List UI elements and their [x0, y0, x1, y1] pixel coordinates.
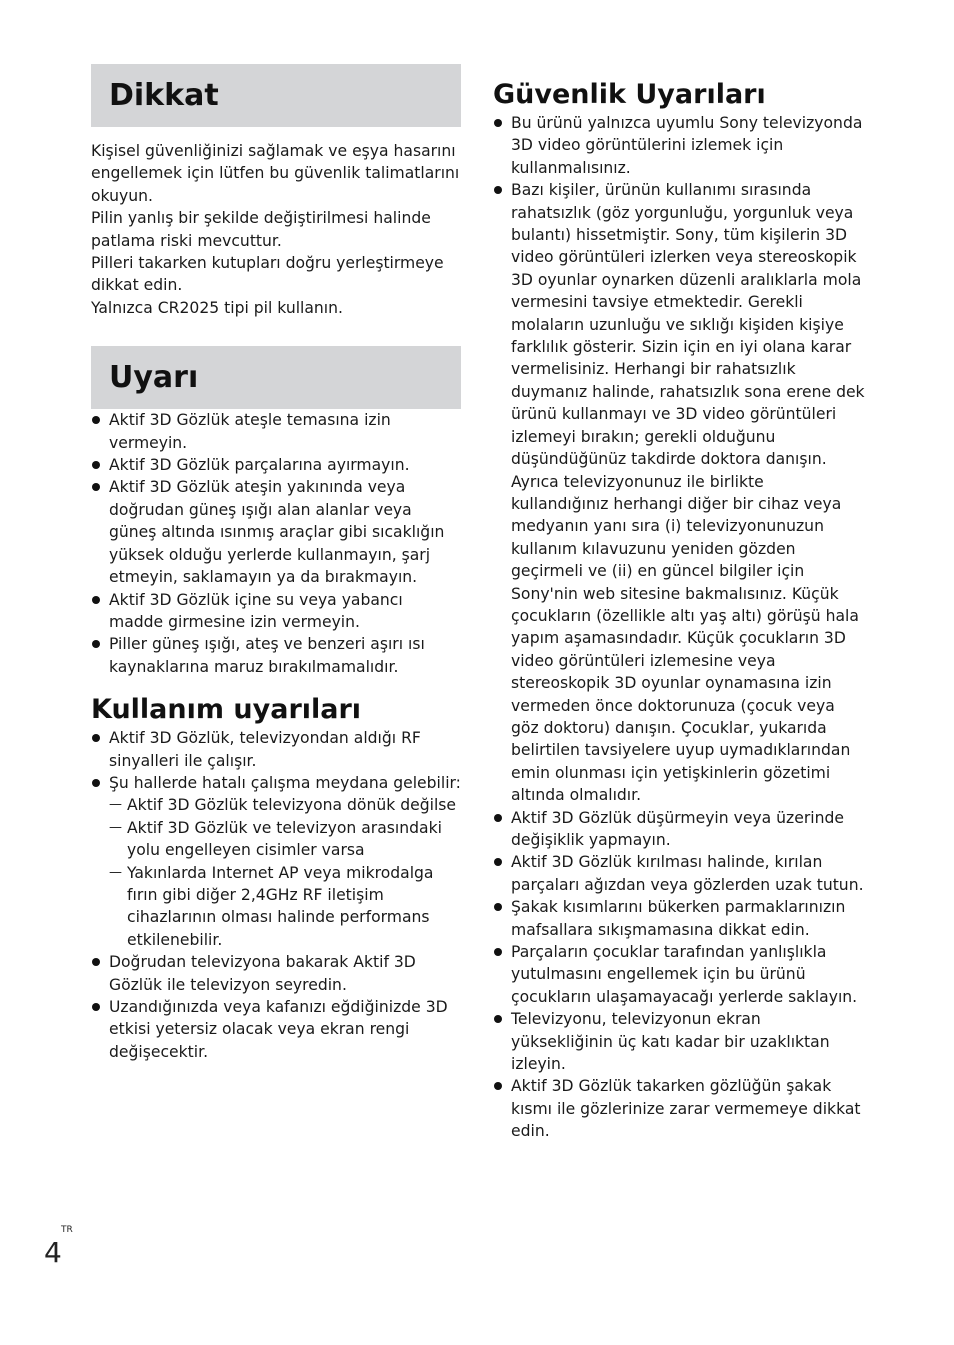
dikkat-heading: Dikkat — [91, 64, 461, 127]
left-column — [91, 64, 461, 1063]
list-item: Televizyonu, televizyonun ekran yüksekliğinin üç katı kadar bir uzaklıktan izleyin. — [493, 1008, 865, 1075]
list-item: Aktif 3D Gözlük takarken gözlüğün şakak kısmı ile gözlerinize zarar vermemeye dikkat edin. — [493, 1075, 865, 1142]
uyari-list — [91, 409, 461, 678]
list-item: Piller güneş ışığı, ateş ve benzeri aşırı ısı kaynaklarına maruz bırakılmamalıdır. — [91, 633, 461, 678]
dikkat-paragraph: Kişisel güvenliğinizi sağlamak ve eşya hasarını engellemek için lütfen bu güvenlik talimatlarını okuyun. Pilin yanlış bir şekilde değiştirilmesi halinde patlama riski mevcuttur. Pilleri takarken kutupları doğru yerleştirmeye dikkat edin. Yalnızca CR2025 tipi pil kullanın. — [91, 142, 460, 317]
list-item: Aktif 3D Gözlük içine su veya yabancı madde girmesine izin vermeyin. — [91, 589, 461, 634]
list-item: Aktif 3D Gözlük kırılması halinde, kırılan parçaları ağızdan veya gözlerden uzak tutun. — [493, 851, 865, 896]
page-language-code: TR — [61, 1225, 73, 1235]
guvenlik-heading: Güvenlik Uyarıları — [493, 79, 766, 110]
list-item: Doğrudan televizyona bakarak Aktif 3D Gözlük ile televizyon seyredin. — [91, 951, 461, 996]
list-item: Şakak kısımlarını bükerken parmaklarınızın mafsallara sıkışmamasına dikkat edin. — [493, 896, 865, 941]
page-number: 4 — [44, 1236, 62, 1269]
list-item — [91, 772, 461, 951]
kullanim-heading: Kullanım uyarıları — [91, 694, 362, 726]
list-item: Aktif 3D Gözlük düşürmeyin veya üzerinde değişiklik yapmayın. — [493, 807, 865, 852]
list-item: Aktif 3D Gözlük ateşle temasına izin vermeyin. — [91, 409, 461, 454]
uyari-heading: Uyarı — [91, 346, 461, 409]
kullanim-list — [91, 727, 461, 1063]
list-item: Aktif 3D Gözlük ateşin yakınında veya doğrudan güneş ışığı alan alanlar veya güneş altında ısınmış araçlar gibi sıcaklığın yüksek olduğu yerlerde kullanmayın, şarj etmeyin, saklamayın ya da bırakmayın. — [91, 476, 461, 588]
list-item: Uzandığınızda veya kafanızı eğdiğinizde 3D etkisi yetersiz olacak veya ekran rengi değişecektir. — [91, 996, 461, 1063]
sub-list-item: — Aktif 3D Gözlük ve televizyon arasındaki yolu engelleyen cisimler varsa — [109, 817, 461, 862]
sub-list — [109, 794, 461, 951]
list-item: Aktif 3D Gözlük, televizyondan aldığı RF sinyalleri ile çalışır. — [91, 727, 461, 772]
list-item-text: Şu hallerde hatalı çalışma meydana gelebilir: — [109, 773, 461, 792]
list-item: Parçaların çocuklar tarafından yanlışlıkla yutulmasını engellemek için bu ürünü çocukların ulaşamayacağı yerlerde saklayın. — [493, 941, 865, 1008]
sub-list-item: — Yakınlarda Internet AP veya mikrodalga fırın gibi diğer 2,4GHz RF iletişim cihazlarının olması halinde performans etkilenebilir. — [109, 862, 461, 952]
list-item: Bu ürünü yalnızca uyumlu Sony televizyonda 3D video görüntülerini izlemek için kullanmalısınız. — [493, 112, 865, 179]
guvenlik-list — [493, 112, 865, 1143]
sub-list-item: — Aktif 3D Gözlük televizyona dönük değilse — [109, 794, 461, 816]
list-item: Aktif 3D Gözlük parçalarına ayırmayın. — [91, 454, 461, 476]
list-item: Bazı kişiler, ürünün kullanımı sırasında rahatsızlık (göz yorgunluğu, yorgunluk veya bulantı) hissetmiştir. Sony, tüm kişilerin 3D video görüntüleri izlerken veya stereoskopik 3D oyunlar oynarken düzenli aralıklarla mola vermesini tavsiye etmektedir. Gerekli molaların uzunluğu ve sıklığı kişiden kişiye farklılık gösterir. Sizin için en iyi olana karar vermelisiniz. Herhangi bir rahatsızlık duymanız halinde, rahatsızlık sona erene dek ürünü kullanmayı ve 3D video görüntüleri izlemeyi bırakın; gerekli olduğunu düşündüğünüz takdirde doktora danışın. Ayrıca televizyonunuz ile birlikte kullandığınız herhangi diğer bir cihaz veya medyanın yanı sıra (i) televizyonunuzun kullanım kılavuzunu yeniden gözden geçirmeli ve (ii) en güncel bilgiler için Sony'nin web sitesine bakmalısınız. Küçük çocukların (özellikle altı yaş altı) görüşü hala yapım aşamasındadır. Küçük çocukların 3D video görüntüleri izlemesine veya stereoskopik 3D oyunlar oynamasına izin vermeden önce doktorunuza (çocuk veya göz doktoru) danışın. Çocuklar, yukarıda belirtilen tavsiyelere uyup uymadıklarından emin olunması için yetişkinlerin gözetimi altında olmalıdır. — [493, 179, 865, 806]
right-column — [493, 64, 865, 1143]
